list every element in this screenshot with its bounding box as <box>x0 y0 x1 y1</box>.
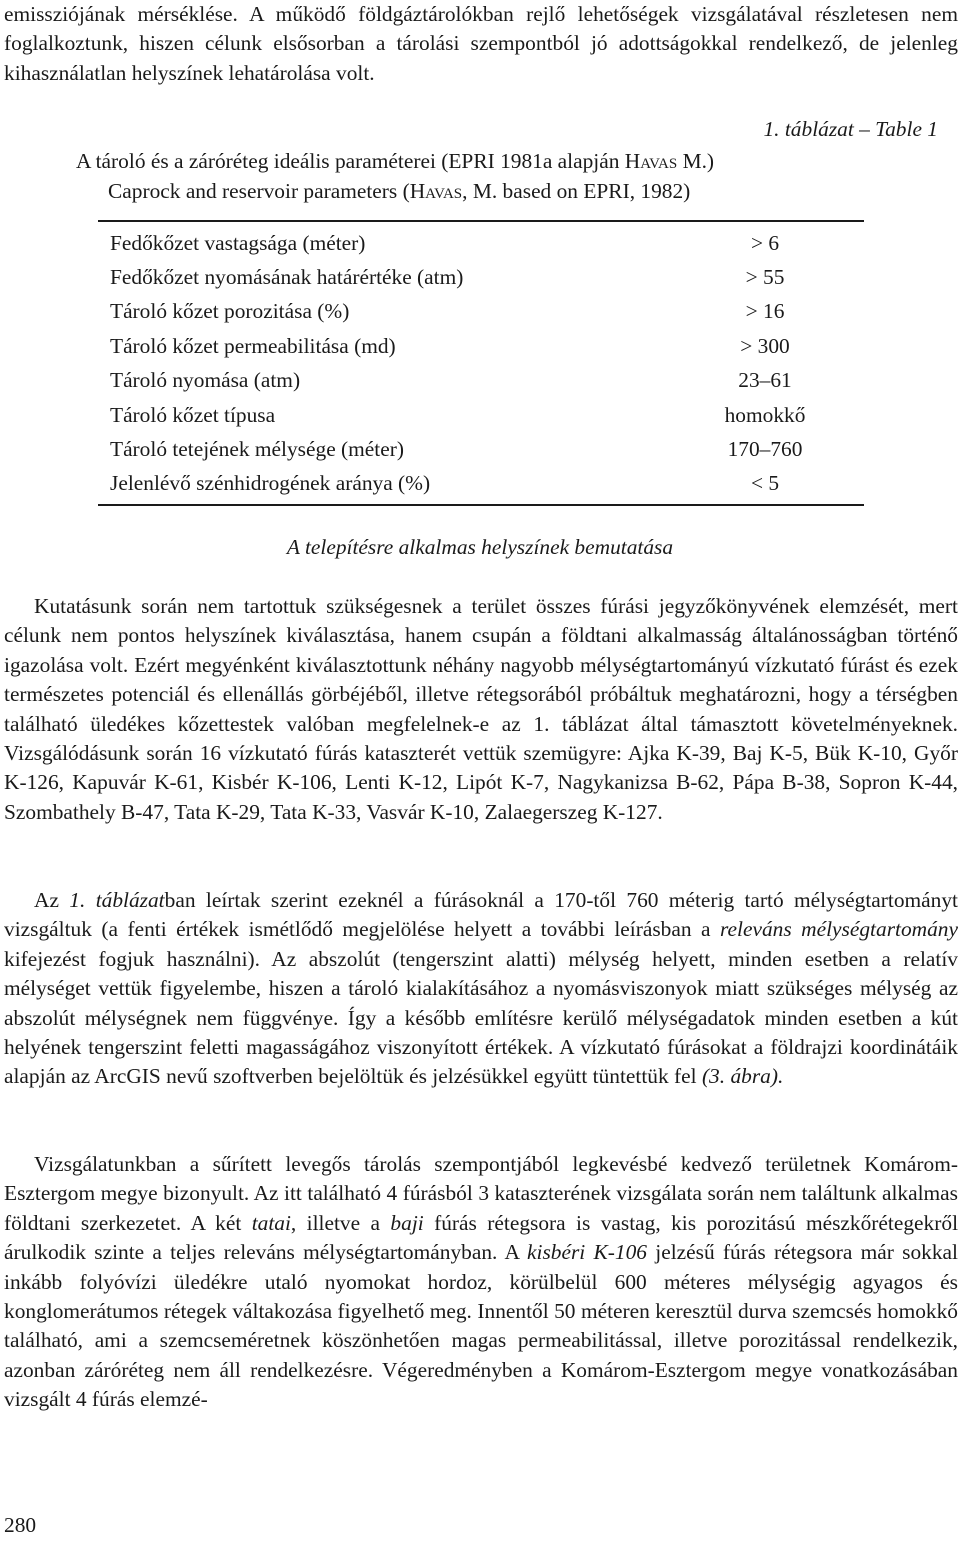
caption-en-author: Havas <box>409 179 463 203</box>
row-value: 170–760 <box>727 437 803 462</box>
row-label: Tároló kőzet permeabilitása (md) <box>110 333 396 358</box>
p2-text: ban leírtak szerint ezeknél a fúrásoknál a 170-től 760 méterig tartó mélységtartományt vizsgáltuk (a fenti értékek ismétlődő megjelölése helyett a további leírásban a <box>4 888 958 942</box>
table-caption-hungarian <box>76 146 936 176</box>
intro-paragraph: emissziójának mérséklése. A működő földgáztárolókban rejlő lehetőségek vizsgálatával részletesen nem foglalkoztunk, hiszen célunk elsősorban a tárolási szempontból jó adottságokkal rendelkező, de jelenleg kihasználatlan helyszínek lehatárolása volt. <box>4 2 958 85</box>
caption-hu-author: Havas <box>624 149 678 173</box>
row-label: Tároló kőzet porozitása (%) <box>110 299 350 324</box>
p2-figure-ref: (3. ábra). <box>701 1064 784 1089</box>
p3-text: , illetve a <box>290 1210 391 1235</box>
table-row <box>98 329 864 363</box>
p3-emphasis: kisbéri K-106 <box>527 1240 647 1265</box>
p2-table-ref: 1. táblázat <box>69 888 165 912</box>
row-value: 23–61 <box>738 368 792 393</box>
table-row <box>98 432 864 466</box>
caption-en-text: Caprock and reservoir parameters ( <box>108 179 410 203</box>
caption-hu-text: A tároló és a záróréteg ideális paraméterei (EPRI 1981a alapján <box>76 149 625 173</box>
body-paragraph-1: Kutatásunk során nem tartottuk szükségesnek a terület összes fúrási jegyzőkönyvének elemzését, mert célunk nem pontos helyszínek kiválasztása, hanem csupán a földtani alkalmasság általánosságban történő igazolása volt. Ezért megyénként kiválasztottunk néhány nagyobb mélységtartományú vízkutató fúrást és ezek természetes potenciál és ellenállás görbéjéből, illetve rétegsorából próbáltuk meghatározni, hogy a térségben található üledékes kőzettestek valóban megfelelnek-e az 1. táblázat által támasztott követelményeknek. Vizsgálódásunk során 16 vízkutató fúrás kataszterét vettük szemügyre: Ajka K-39, Baj K-5, Bük K-10, Győr K-126, Kapuvár K-61, Kisbér K-106, Lenti K-12, Lipót K-7, Nagykanizsa B-62, Pápa B-38, Sopron K-44, Szombathely B-47, Tata K-29, Tata K-33, Vasvár K-10, Zalaegerszeg K-127. <box>4 594 958 824</box>
p3-text: fúrás rétegsora is vastag, kis porozitású mészkőrétegekről árulkodik szinte a teljes releváns mélységtartományban. A <box>4 1210 959 1265</box>
table-caption-number: 1. táblázat – Table 1 <box>763 117 938 141</box>
section-heading: A telepítésre alkalmas helyszínek bemutatása <box>286 535 674 559</box>
p3-text: Vizsgálatunkban a sűrített levegős tárolás szempontjából legkevésbé kedvező területnek Komárom-Esztergom megye bizonyult. Az itt található 4 fúrásból 3 kataszterének vizsgálata során nem találtunk alkalmas földtani szerkezetet. A két <box>4 1152 958 1235</box>
row-value: homokkő <box>724 402 806 427</box>
table-row <box>98 398 864 432</box>
p2-term: releváns mélységtartomány <box>720 917 958 942</box>
table-row <box>98 295 864 329</box>
row-value: > 16 <box>745 299 785 324</box>
table-row <box>98 364 864 398</box>
p3-text: jelzésű fúrás rétegsora már sokkal inkább folyóvízi üledékre utaló nyomokat hordoz, körülbelül 600 méteres mélységig agyagos és konglomerátumos rétegek váltakozása figyelhető meg. Innentől 50 méteren keresztül durva szemcsés homokkő található, ami a szemcseméretnek köszönhetően magas permeabilitással, illetve porozitással rendelkezik, azonban záróréteg nem áll rendelkezésre. Végeredményben a Komárom-Esztergom megye vonatkozásában vizsgált 4 fúrás elemzé- <box>4 1240 958 1412</box>
row-value: > 6 <box>750 230 780 255</box>
table-caption-english <box>76 176 936 206</box>
row-label: Tároló kőzet típusa <box>110 402 276 427</box>
row-label: Fedőkőzet nyomásának határértéke (atm) <box>110 265 464 290</box>
table-row <box>98 260 864 294</box>
row-value: > 55 <box>745 265 785 290</box>
p3-emphasis: tatai <box>251 1210 291 1235</box>
body-paragraph-2 <box>4 886 958 1092</box>
p3-emphasis: baji <box>390 1210 424 1235</box>
body-paragraph-3 <box>4 1150 958 1415</box>
row-label: Fedőkőzet vastagsága (méter) <box>110 230 366 255</box>
caption-en-text-end: , M. based on EPRI, 1982) <box>462 179 691 203</box>
row-value: > 300 <box>740 333 790 358</box>
p2-text: kifejezést fogjuk használni). Az abszolút (tengerszint alatti) mélység helyett, minden esetben a relatív mélységet vettük figyelembe, hiszen a tároló kialakításához a nyomásviszonyok miatt szükséges mélység az abszolút mélységnek nem függvénye. Így a később említésre kerülő mélységadatok minden esetben a kút helyének tengerszint feletti magasságához viszonyított értékek. A vízkutató fúrásokat a földrajzi koordinátáik alapján az ArcGIS nevű szoftverben bejelöltük és jelzésükkel együtt tüntettük fel <box>4 946 958 1089</box>
row-label: Tároló nyomása (atm) <box>110 368 301 393</box>
table-row <box>98 467 864 501</box>
parameters-table <box>98 220 864 506</box>
p2-text: Az <box>34 888 70 912</box>
table-row <box>98 226 864 260</box>
row-label: Jelenlévő szénhidrogének aránya (%) <box>110 471 431 496</box>
row-label: Tároló tetejének mélysége (méter) <box>110 437 404 462</box>
row-value: < 5 <box>750 471 780 496</box>
page-number: 280 <box>4 1513 37 1537</box>
caption-hu-text-end: M.) <box>677 149 715 173</box>
table-caption-title <box>76 146 936 206</box>
